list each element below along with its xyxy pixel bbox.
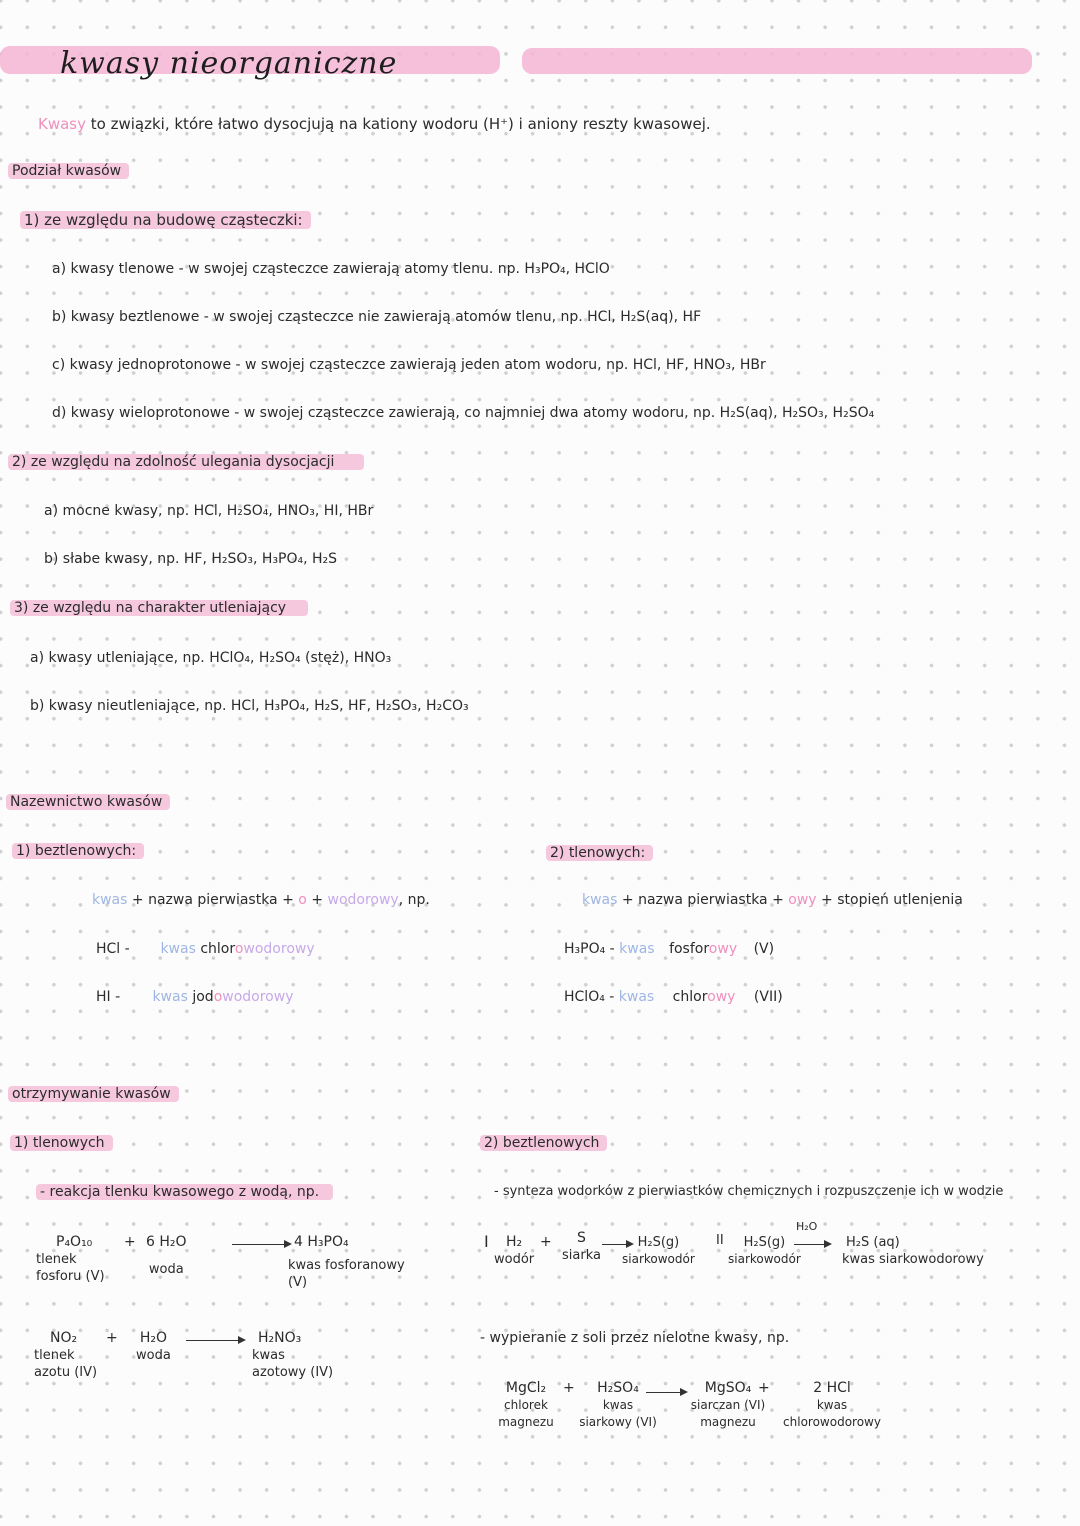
reactant-1	[494, 1234, 534, 1268]
formula: 2 HCl	[813, 1380, 851, 1396]
obtaining-right-method-2: - wypieranie z soli przez nielotne kwasy, np.	[480, 1330, 790, 1346]
formula: 4 H₃PO₄	[294, 1234, 349, 1250]
reactant-name: woda	[136, 1348, 171, 1363]
group2-heading: 2) ze względu na zdolność ulegania dysocjacji	[8, 454, 364, 470]
step-marker: II	[716, 1233, 724, 1248]
reactant-2	[136, 1330, 171, 1364]
formula: H₂S(g)	[743, 1235, 786, 1250]
group2-item-b: b) słabe kwasy, np. HF, H₂SO₃, H₃PO₄, H₂S	[44, 551, 338, 567]
oxidation-state: (VII)	[753, 989, 783, 1005]
group1-item-b: b) kwasy beztlenowe - w swojej cząsteczce nie zawierają atomów tlenu, np. HCl, H₂S(aq), HF	[52, 309, 702, 325]
title-band-right	[522, 48, 1032, 74]
formula: H₂O	[139, 1330, 167, 1346]
example-suffix: wodorowy	[222, 989, 294, 1005]
reactant-name: woda	[148, 1262, 184, 1277]
formula: S	[577, 1230, 586, 1246]
reactant-name: tlenek azotu (IV)	[34, 1348, 98, 1380]
product-name: kwas siarkowodorowy	[842, 1252, 984, 1267]
naming-left-heading: 1) beztlenowych:	[12, 843, 144, 859]
formula: H₂	[506, 1234, 523, 1250]
oxidation-state: (V)	[753, 941, 775, 957]
page-title: kwasy nieorganiczne	[60, 46, 398, 81]
formula-plus: +	[311, 892, 324, 908]
group1-item-a: a) kwasy tlenowe - w swojej cząsteczce zawierają atomy tlenu. np. H₃PO₄, HClO	[52, 261, 610, 277]
kwas-word: kwas	[160, 941, 196, 957]
reaction-arrow	[180, 1332, 250, 1348]
example-stem: chlor	[200, 941, 235, 957]
product-name: siarczan (VI) magnezu	[690, 1398, 766, 1429]
step-marker: I	[484, 1232, 489, 1251]
product-name: siarkowodór	[622, 1252, 695, 1266]
example-formula: H₃PO₄ -	[564, 941, 615, 957]
example-o: o	[213, 989, 223, 1005]
reaction-arrow	[226, 1236, 296, 1252]
kwas-word: kwas	[582, 892, 618, 908]
group3-heading: 3) ze względu na charakter utleniający	[10, 600, 308, 616]
reactant-1	[494, 1380, 558, 1431]
product-2	[780, 1380, 884, 1431]
naming-right-example-1	[564, 941, 774, 957]
reactant-1	[36, 1234, 126, 1285]
kwas-word: kwas	[152, 989, 188, 1005]
formula-o: o	[298, 892, 307, 908]
formula: MgCl₂	[505, 1380, 547, 1396]
example-stem: fosfor	[669, 941, 709, 957]
reaction-arrow	[640, 1384, 692, 1400]
formula: H₂NO₃	[258, 1330, 302, 1346]
definition-text: to związki, które łatwo dysocjują na kationy wodoru (H⁺) i aniony reszty kwasowej.	[90, 115, 711, 133]
product	[622, 1234, 695, 1268]
kwas-word: kwas	[619, 941, 655, 957]
reactant-name: kwas siarkowy (VI)	[579, 1398, 657, 1429]
example-owy: owy	[708, 941, 738, 957]
obtaining-heading: otrzymywanie kwasów	[8, 1086, 179, 1102]
example-suffix: wodorowy	[243, 941, 315, 957]
product-name: kwas fosforanowy (V)	[288, 1258, 405, 1290]
formula-part: + nazwa pierwiastka +	[131, 892, 294, 908]
formula: H₂SO₄	[597, 1380, 639, 1396]
formula-np: , np.	[398, 892, 430, 908]
kwas-word: kwas	[92, 892, 128, 908]
formula-suffix: wodorowy	[327, 892, 399, 908]
group3-item-b: b) kwasy nieutleniające, np. HCl, H₃PO₄, H₂S, HF, H₂SO₃, H₂CO₃	[30, 698, 469, 714]
product-2	[842, 1234, 984, 1268]
group2-item-a: a) mocne kwasy, np. HCl, H₂SO₄, HNO₃, HI, HBr	[44, 503, 374, 519]
example-formula: HCl -	[96, 941, 130, 957]
naming-left-example-2	[96, 989, 293, 1005]
obtaining-left-heading: 1) tlenowych	[10, 1135, 113, 1151]
example-stem: jod	[192, 989, 214, 1005]
example-owy: owy	[707, 989, 736, 1005]
formula: H₂S (aq)	[846, 1235, 900, 1250]
obtaining-right-heading: 2) beztlenowych	[480, 1135, 607, 1151]
formula: 6 H₂O	[146, 1234, 187, 1250]
catalyst-label: H₂O	[796, 1220, 818, 1233]
reactant-name: tlenek fosforu (V)	[36, 1252, 105, 1284]
naming-left-formula	[92, 892, 430, 908]
reactant-2	[146, 1234, 187, 1278]
example-formula: HClO₄ -	[564, 989, 615, 1005]
reaction-arrow	[788, 1236, 836, 1252]
product-1	[690, 1380, 766, 1431]
group1-heading: 1) ze względu na budowę cząsteczki:	[20, 211, 311, 229]
formula: MgSO₄	[704, 1380, 752, 1396]
group1-item-c: c) kwasy jednoprotonowe - w swojej cząsteczce zawierają jeden atom wodoru, np. HCl, HF, HNO₃, HBr	[52, 357, 766, 373]
formula: P₄O₁₀	[56, 1234, 93, 1250]
kwas-word: kwas	[618, 989, 655, 1005]
formula: NO₂	[50, 1330, 78, 1346]
reactant-name: siarka	[562, 1248, 601, 1263]
group3-item-a: a) kwasy utleniające, np. HClO₄, H₂SO₄ (stęż), HNO₃	[30, 650, 392, 666]
formula-part-2: + stopień utlenienia	[821, 892, 963, 908]
naming-right-example-2	[564, 989, 783, 1005]
example-o: o	[234, 941, 244, 957]
product-name: kwas chlorowodorowy	[783, 1398, 881, 1429]
plus-sign: +	[124, 1234, 136, 1250]
naming-heading: Nazewnictwo kwasów	[6, 794, 170, 810]
plus-sign: +	[758, 1380, 770, 1396]
definition-term: Kwasy	[38, 115, 86, 133]
example-formula: HI -	[96, 989, 121, 1005]
formula: H₂S(g)	[637, 1235, 680, 1250]
product	[288, 1234, 418, 1291]
classification-heading: Podział kwasów	[8, 163, 129, 179]
formula-part: + nazwa pierwiastka +	[621, 892, 784, 908]
naming-left-example-1	[96, 941, 315, 957]
product	[242, 1330, 342, 1381]
reactant-name: chlorek magnezu	[498, 1398, 554, 1429]
group1-item-d: d) kwasy wieloprotonowe - w swojej cząsteczce zawierają, co najmniej dwa atomy wodoru, np. H₂S(aq), H₂SO₃, H₂SO₄	[52, 405, 875, 421]
reactant-1	[34, 1330, 114, 1381]
reactant-name: wodór	[494, 1252, 535, 1267]
obtaining-right-method: - synteza wodorków z pierwiastków chemicznych i rozpuszczenie ich w wodzie	[494, 1184, 1004, 1199]
example-stem: chlor	[672, 989, 708, 1005]
obtaining-left-method: - reakcja tlenku kwasowego z wodą, np.	[36, 1184, 333, 1200]
naming-right-formula	[582, 892, 963, 908]
plus-sign: +	[106, 1330, 118, 1346]
product-name: kwas azotowy (IV)	[252, 1348, 334, 1380]
plus-sign: +	[540, 1234, 552, 1250]
plus-sign: +	[563, 1380, 575, 1396]
formula-owy: owy	[788, 892, 817, 908]
definition	[38, 115, 711, 133]
naming-right-heading: 2) tlenowych:	[546, 845, 653, 861]
reactant-name: siarkowodór	[728, 1252, 801, 1266]
